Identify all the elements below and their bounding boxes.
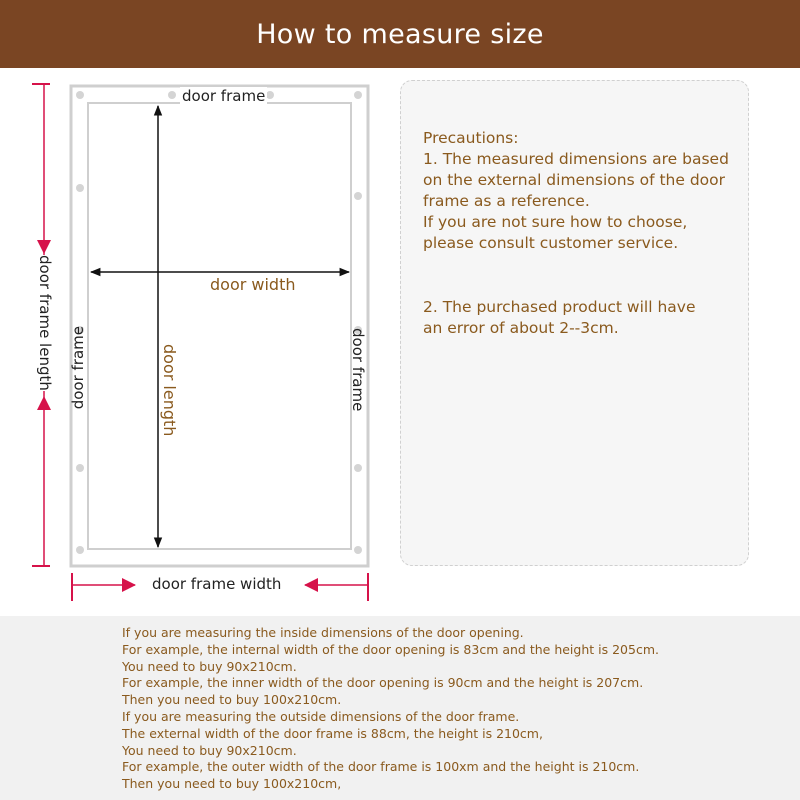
door-frame-left-label: door frame — [69, 326, 87, 410]
instruction-line: For example, the outer width of the door frame is 100xm and the height is 210cm. — [122, 759, 640, 775]
precautions-title: Precautions: — [423, 129, 519, 147]
door-opening-inner — [88, 103, 351, 549]
instructions-panel — [0, 616, 800, 800]
instruction-line: If you are measuring the outside dimensions of the door frame. — [122, 708, 520, 724]
instruction-line: The external width of the door frame is 88cm, the height is 210cm, — [122, 725, 543, 741]
door-length-label: door length — [160, 344, 179, 437]
precaution-1-line: If you are not sure how to choose, — [423, 213, 688, 231]
precaution-1-line: on the external dimensions of the door — [423, 171, 726, 189]
precautions-card — [400, 80, 749, 566]
header-banner — [0, 0, 800, 68]
precaution-2-line: 2. The purchased product will have — [423, 298, 696, 316]
door-diagram-graphic — [0, 68, 400, 616]
instruction-line: You need to buy 90x210cm. — [122, 742, 297, 758]
precaution-2-block — [423, 297, 743, 339]
instructions-list — [122, 625, 659, 793]
door-frame-length-label: door frame length — [36, 255, 54, 391]
precaution-2-line: an error of about 2--3cm. — [423, 319, 619, 337]
instruction-line: Then you need to buy 100x210cm, — [122, 776, 342, 792]
instruction-line: For example, the inner width of the door opening is 90cm and the height is 207cm. — [122, 675, 644, 691]
instruction-line: Then you need to buy 100x210cm. — [122, 692, 342, 708]
door-frame-width-label: door frame width — [152, 575, 282, 593]
instruction-line: If you are measuring the inside dimensions of the door opening. — [122, 625, 524, 640]
precaution-1-line: frame as a reference. — [423, 192, 590, 210]
instruction-line: You need to buy 90x210cm. — [122, 658, 297, 674]
instruction-line: For example, the internal width of the door opening is 83cm and the height is 205cm. — [122, 641, 659, 657]
page-title: How to measure size — [256, 18, 544, 50]
precaution-1-line: please consult customer service. — [423, 234, 679, 252]
door-width-label: door width — [210, 275, 296, 294]
precaution-1-line: 1. The measured dimensions are based — [423, 150, 729, 168]
door-frame-right-label: door frame — [349, 328, 367, 412]
door-frame-top-label: door frame — [182, 87, 266, 105]
precautions-text-block — [423, 128, 743, 254]
